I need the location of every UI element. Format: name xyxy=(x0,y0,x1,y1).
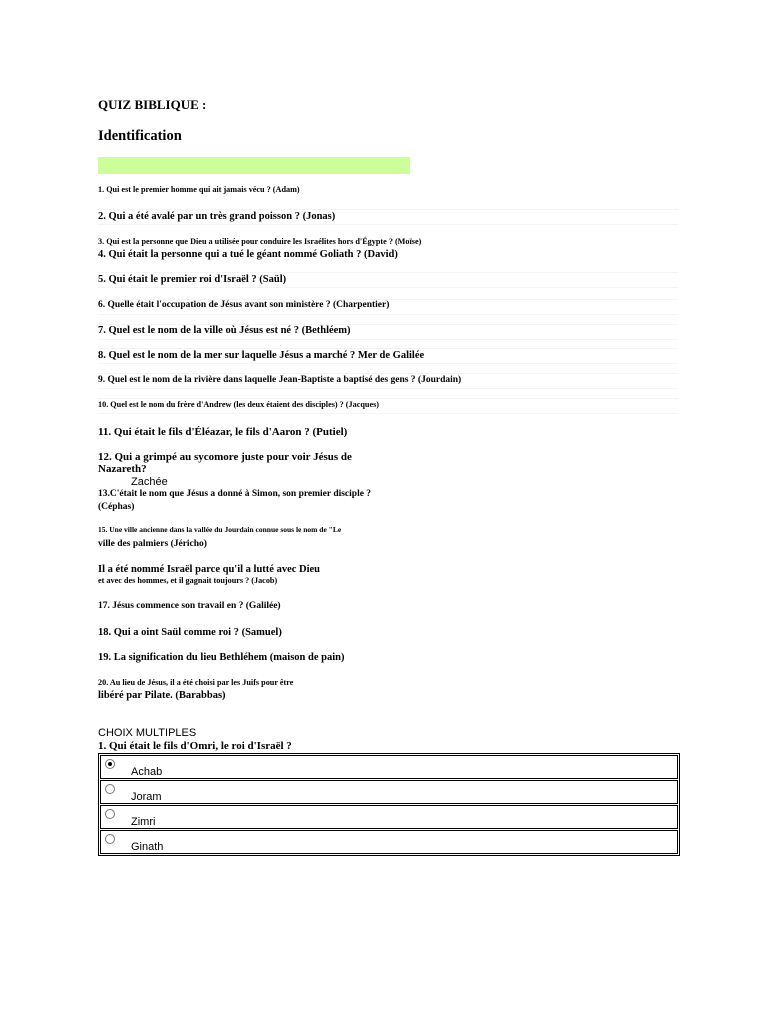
mc-option-ginath[interactable] xyxy=(100,830,678,854)
question-1: 1. Qui est le premier homme qui ait jamais vécu ? (Adam) xyxy=(98,185,300,194)
radio-button[interactable] xyxy=(105,834,115,844)
mc-option-label: Ginath xyxy=(131,841,164,853)
mc-section-label: CHOIX MULTIPLES xyxy=(98,727,197,739)
question-15: 15. Une ville ancienne dans la vallée du Jourdain connue sous le nom de "Le xyxy=(98,525,342,534)
mc-option-label: Achab xyxy=(131,766,163,778)
answer-12: Zachée xyxy=(131,476,168,488)
question-4: 4. Qui était la personne qui a tué le géant nommé Goliath ? (David) xyxy=(98,249,398,260)
question-11: 11. Qui était le fils d'Éléazar, le fils d'Aaron ? (Putiel) xyxy=(98,426,348,438)
question-2: 2. Qui a été avalé par un très grand poisson ? (Jonas) xyxy=(98,211,336,222)
highlight-bar xyxy=(98,157,410,174)
question-8: 8. Quel est le nom de la mer sur laquelle Jésus a marché ? Mer de Galilée xyxy=(98,350,425,361)
question-10: 10. Quel est le nom du frère d'Andrew (les deux étaient des disciples) ? (Jacques) xyxy=(98,400,380,409)
quiz-title: QUIZ BIBLIQUE : xyxy=(98,97,207,112)
question-17: 17. Jésus commence son travail en ? (Galilée) xyxy=(98,601,281,611)
question-9: 9. Quel est le nom de la rivière dans laquelle Jean-Baptiste a baptisé des gens ? (Jourdain) xyxy=(98,375,462,385)
question-16-cont: et avec des hommes, et il gagnait toujours ? (Jacob) xyxy=(98,576,278,585)
question-20-cont: libéré par Pilate. (Barabbas) xyxy=(98,690,226,701)
radio-button[interactable] xyxy=(105,784,115,794)
mc-options-table xyxy=(98,753,680,856)
question-13-cont: (Céphas) xyxy=(98,502,135,512)
question-20: 20. Au lieu de Jésus, il a été choisi par les Juifs pour être xyxy=(98,678,294,687)
question-5: 5. Qui était le premier roi d'Israël ? (Saül) xyxy=(98,274,287,285)
question-6: 6. Quelle était l'occupation de Jésus avant son ministère ? (Charpentier) xyxy=(98,300,390,310)
question-7: 7. Quel est le nom de la ville où Jésus est né ? (Bethléem) xyxy=(98,325,351,336)
question-19: 19. La signification du lieu Bethléhem (maison de pain) xyxy=(98,652,345,663)
mc-option-label: Joram xyxy=(131,791,162,803)
radio-button[interactable] xyxy=(105,809,115,819)
mc-question: 1. Qui était le fils d'Omri, le roi d'Israël ? xyxy=(98,740,292,752)
mc-option-joram[interactable] xyxy=(100,780,678,804)
radio-button-checked[interactable] xyxy=(105,759,115,769)
section-title: Identification xyxy=(98,128,182,144)
question-12: 12. Qui a grimpé au sycomore juste pour voir Jésus de xyxy=(98,451,352,463)
question-16: Il a été nommé Israël parce qu'il a lutté avec Dieu xyxy=(98,564,321,575)
mc-option-zimri[interactable] xyxy=(100,805,678,829)
mc-option-achab[interactable] xyxy=(100,755,678,779)
question-18: 18. Qui a oint Saül comme roi ? (Samuel) xyxy=(98,627,282,638)
question-12-cont: Nazareth? xyxy=(98,463,147,475)
question-13: 13.C'était le nom que Jésus a donné à Simon, son premier disciple ? xyxy=(98,489,372,499)
question-3: 3. Qui est la personne que Dieu a utilisée pour conduire les Israélites hors d'Égypte ? (Moïse) xyxy=(98,237,422,246)
mc-option-label: Zimri xyxy=(131,816,156,828)
question-15-cont: ville des palmiers (Jéricho) xyxy=(98,539,207,549)
